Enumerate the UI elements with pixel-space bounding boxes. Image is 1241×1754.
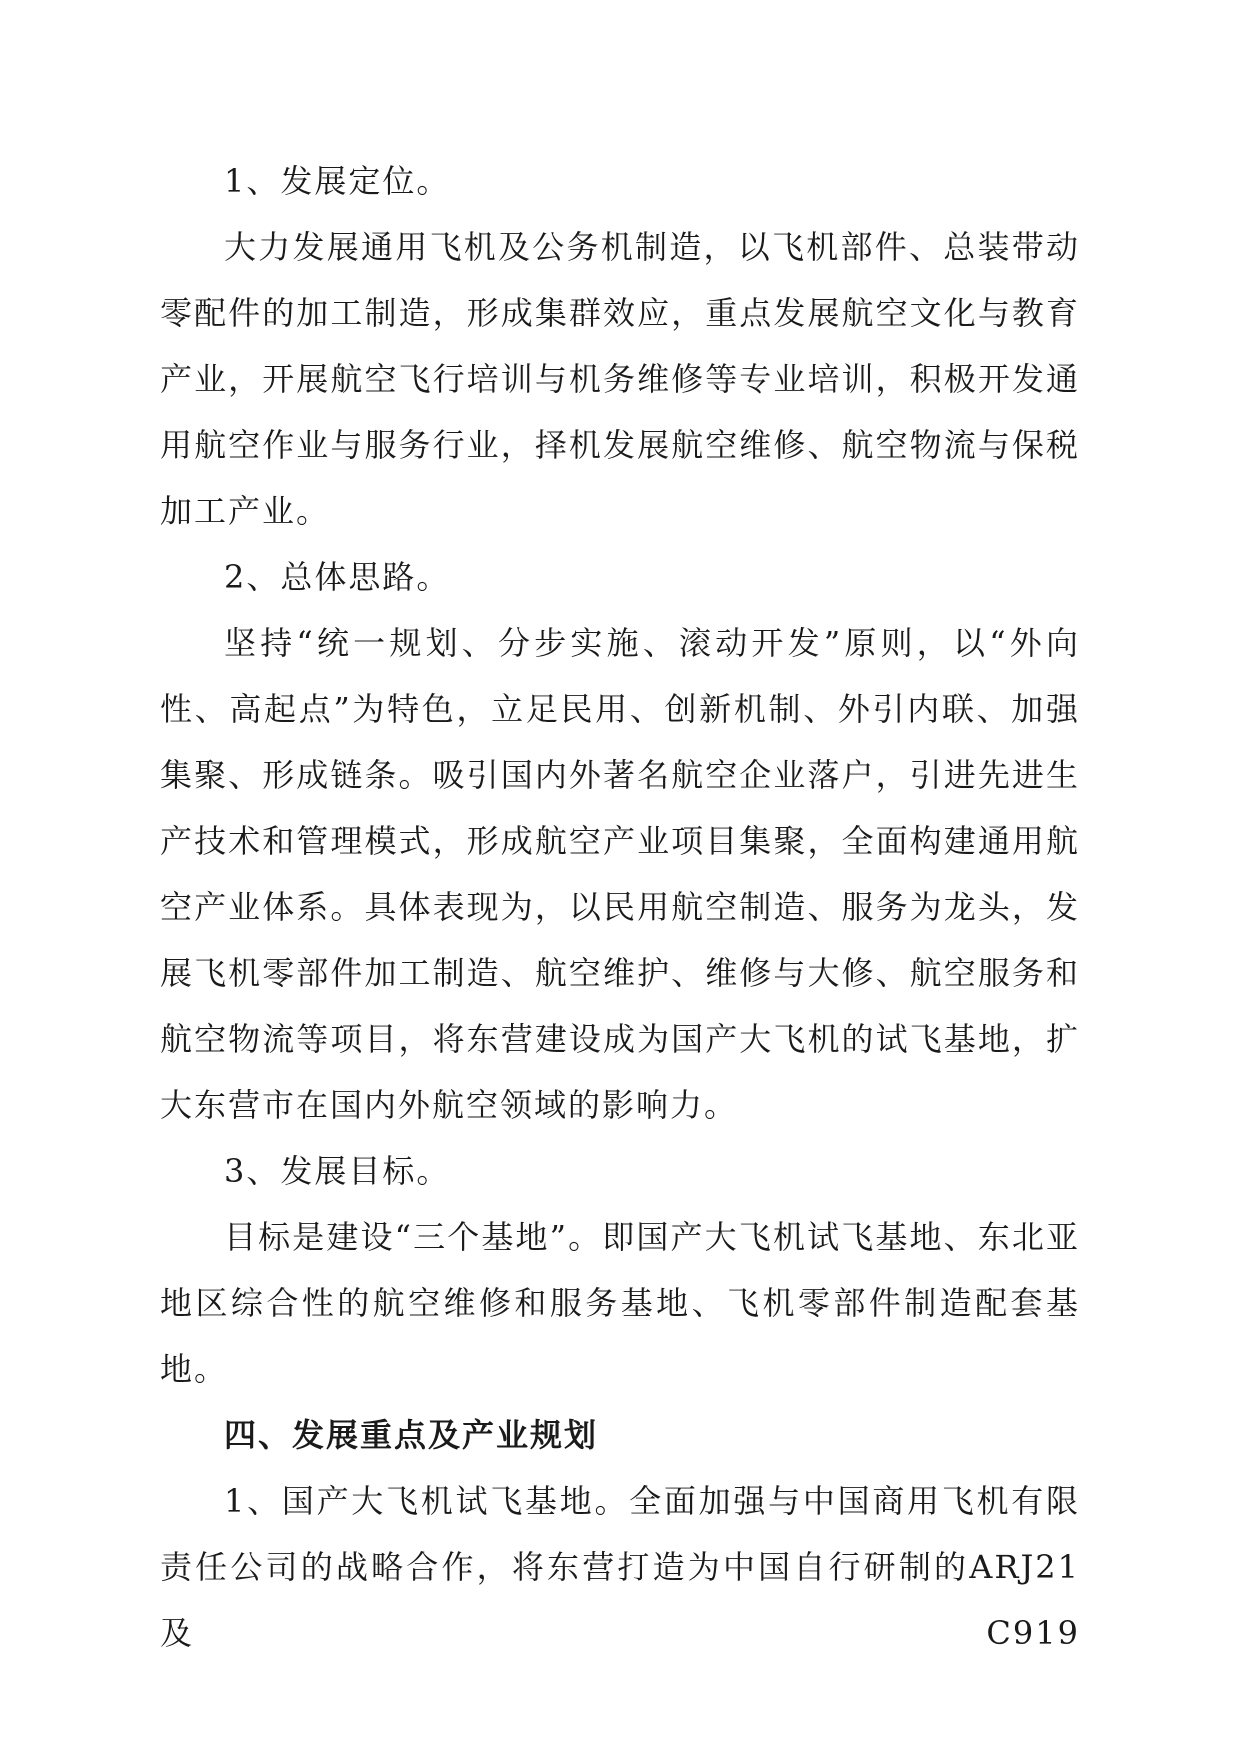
heading-development-positioning: 1、发展定位。	[224, 162, 451, 200]
paragraph-overall-approach: 坚持“统一规划、分步实施、滚动开发”原则，以“外向性、高起点”为特色，立足民用、创新机制、外引内联、加强集聚、形成链条。吸引国内外著名航空企业落户，引进先进生产技术和管理模式，形成航空产业项目集聚，全面构建通用航空产业体系。具体表现为，以民用航空制造、服务为龙头，发展飞机零部件加工制造、航空维护、维修与大修、航空服务和航空物流等项目，将东营建设成为国产大飞机的试飞基地，扩大东营市在国内外航空领域的影响力。	[160, 624, 1080, 1124]
heading-overall-approach: 2、总体思路。	[224, 558, 451, 596]
paragraph-development-positioning: 大力发展通用飞机及公务机制造，以飞机部件、总装带动零配件的加工制造，形成集群效应，重点发展航空文化与教育产业，开展航空飞行培训与机务维修等专业培训，积极开发通用航空作业与服务行业，择机发展航空维修、航空物流与保税加工产业。	[160, 228, 1080, 530]
section-title-key-development: 四、发展重点及产业规划	[224, 1416, 599, 1454]
paragraph-test-flight-base: 1、国产大飞机试飞基地。全面加强与中国商用飞机有限责任公司的战略合作，将东营打造为中国自行研制的ARJ21及C919	[160, 1482, 1080, 1652]
paragraph-development-goals: 目标是建设“三个基地”。即国产大飞机试飞基地、东北亚地区综合性的航空维修和服务基地、飞机零部件制造配套基地。	[160, 1218, 1080, 1388]
document-page	[160, 148, 1080, 1666]
heading-development-goals: 3、发展目标。	[224, 1152, 451, 1190]
